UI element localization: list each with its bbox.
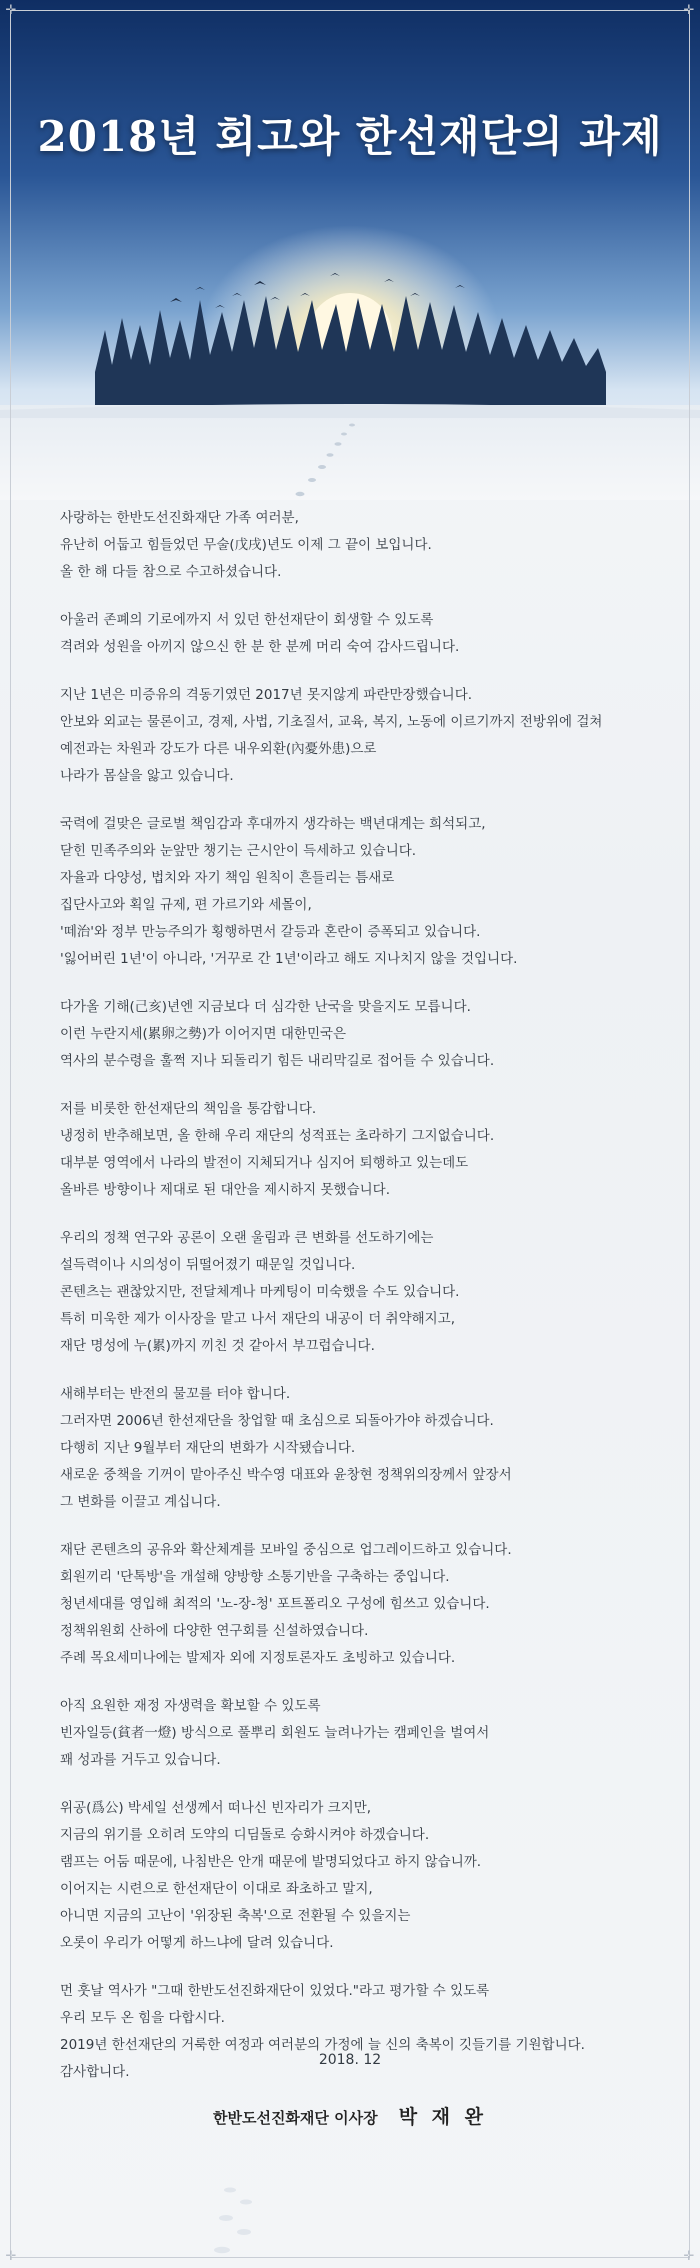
corner-ornament-icon: ✛ bbox=[683, 2249, 695, 2264]
letter-line: 격려와 성원을 아끼지 않으신 한 분 한 분께 머리 숙여 감사드립니다. bbox=[60, 639, 460, 655]
letter-line: 2019년 한선재단의 거룩한 여정과 여러분의 가정에 늘 신의 축복이 깃들기를 기원합니다. bbox=[60, 2037, 585, 2053]
letter-line: 저를 비롯한 한선재단의 책임을 통감합니다. bbox=[60, 1101, 317, 1117]
letter-line: 자율과 다양성, 법치와 자기 책임 원칙이 흔들리는 틈새로 bbox=[60, 870, 395, 886]
corner-ornament-icon: ✛ bbox=[683, 3, 695, 18]
letter-line: 설득력이나 시의성이 뒤떨어졌기 때문일 것입니다. bbox=[60, 1257, 356, 1273]
letter-line: 다가올 기해(己亥)년엔 지금보다 더 심각한 난국을 맞을지도 모릅니다. bbox=[60, 999, 471, 1015]
letter-line: 재단 콘텐츠의 공유와 확산체계를 모바일 중심으로 업그레이드하고 있습니다. bbox=[60, 1542, 512, 1558]
letter-line: 나라가 몸살을 앓고 있습니다. bbox=[60, 768, 234, 784]
letter-line: 회원끼리 '단톡방'을 개설해 양방향 소통기반을 구축하는 중입니다. bbox=[60, 1569, 450, 1585]
signature-organization: 한반도선진화재단 이사장 bbox=[212, 2109, 378, 2127]
letter-line: 우리의 정책 연구와 공론이 오랜 울림과 큰 변화를 선도하기에는 bbox=[60, 1230, 434, 1246]
letter-line: 안보와 외교는 물론이고, 경제, 사법, 기초질서, 교육, 복지, 노동에 이르기까지 전방위에 걸쳐 bbox=[60, 714, 603, 730]
letter-line: 역사의 분수령을 훌쩍 지나 되돌리기 힘든 내리막길로 접어들 수 있습니다. bbox=[60, 1053, 495, 1069]
letter-line: 냉정히 반추해보면, 올 한해 우리 재단의 성적표는 초라하기 그지없습니다. bbox=[60, 1128, 495, 1144]
letter-line: 아니면 지금의 고난이 '위장된 축복'으로 전환될 수 있을지는 bbox=[60, 1908, 411, 1924]
letter-line: 올바른 방향이나 제대로 된 대안을 제시하지 못했습니다. bbox=[60, 1182, 390, 1198]
letter-paragraph bbox=[60, 682, 660, 790]
letter-paragraph bbox=[60, 607, 660, 661]
letter-line: 집단사고와 획일 규제, 편 가르기와 세몰이, bbox=[60, 897, 312, 913]
letter-line: 빈자일등(貧者一燈) 방식으로 풀뿌리 회원도 늘려나가는 캠페인을 벌여서 bbox=[60, 1725, 490, 1741]
letter-line: 정책위원회 산하에 다양한 연구회를 신설하였습니다. bbox=[60, 1623, 369, 1639]
letter-line: 예전과는 차원과 강도가 다른 내우외환(內憂外患)으로 bbox=[60, 741, 377, 757]
letter-line: 재단 명성에 누(累)까지 끼친 것 같아서 부끄럽습니다. bbox=[60, 1338, 375, 1354]
letter-line: 꽤 성과를 거두고 있습니다. bbox=[60, 1752, 221, 1768]
letter-line: 오롯이 우리가 어떻게 하느냐에 달려 있습니다. bbox=[60, 1935, 334, 1951]
footprints-bottom bbox=[0, 2150, 700, 2268]
letter-line: '잃어버린 1년'이 아니라, '거꾸로 간 1년'이라고 해도 지나치지 않을 것입니다. bbox=[60, 951, 518, 967]
letter-paragraph bbox=[60, 1537, 660, 1672]
corner-ornament-icon: ✛ bbox=[5, 3, 17, 18]
letter-paragraph bbox=[60, 1795, 660, 1957]
letter-line: 이어지는 시련으로 한선재단이 이대로 좌초하고 말지, bbox=[60, 1881, 373, 1897]
signature-name: 박 재 완 bbox=[398, 2106, 487, 2128]
letter-paragraph bbox=[60, 811, 660, 973]
letter-line: 사랑하는 한반도선진화재단 가족 여러분, bbox=[60, 510, 299, 526]
letter-line: 올 한 해 다들 참으로 수고하셨습니다. bbox=[60, 564, 282, 580]
page-title: 2018년 회고와 한선재단의 과제 bbox=[37, 112, 663, 161]
letter-line: 닫힌 민족주의와 눈앞만 챙기는 근시안이 득세하고 있습니다. bbox=[60, 843, 417, 859]
letter-line: 감사합니다. bbox=[60, 2064, 130, 2080]
letter-line: 램프는 어둠 때문에, 나침반은 안개 때문에 발명되었다고 하지 않습니까. bbox=[60, 1854, 482, 1870]
letter-line: '떼治'와 정부 만능주의가 횡행하면서 갈등과 혼란이 증폭되고 있습니다. bbox=[60, 924, 481, 940]
letter-paragraph bbox=[60, 1096, 660, 1204]
letter-paragraph bbox=[60, 505, 660, 586]
letter-line: 대부분 영역에서 나라의 발전이 지체되거나 심지어 퇴행하고 있는데도 bbox=[60, 1155, 469, 1171]
letter-line: 위공(爲公) 박세일 선생께서 떠나신 빈자리가 크지만, bbox=[60, 1800, 372, 1816]
winter-landscape-illustration bbox=[0, 0, 700, 500]
letter-line: 청년세대를 영입해 최적의 '노-장-청' 포트폴리오 구성에 힘쓰고 있습니다. bbox=[60, 1596, 490, 1612]
letter-line: 그러자면 2006년 한선재단을 창업할 때 초심으로 되돌아가야 하겠습니다. bbox=[60, 1413, 494, 1429]
letter-line: 먼 훗날 역사가 "그때 한반도선진화재단이 있었다."라고 평가할 수 있도록 bbox=[60, 1983, 490, 1999]
letter-line: 콘텐츠는 괜찮았지만, 전달체계나 마케팅이 미숙했을 수도 있습니다. bbox=[60, 1284, 460, 1300]
letter-line: 새로운 중책을 기꺼이 맡아주신 박수영 대표와 윤창현 정책위의장께서 앞장서 bbox=[60, 1467, 512, 1483]
letter-line: 그 변화를 이끌고 계십니다. bbox=[60, 1494, 221, 1510]
snowfield bbox=[0, 405, 700, 500]
letter-line: 아직 요원한 재정 자생력을 확보할 수 있도록 bbox=[60, 1698, 321, 1714]
letter-paragraph bbox=[60, 1693, 660, 1774]
letter-line: 우리 모두 온 힘을 다합시다. bbox=[60, 2010, 225, 2026]
letter-line: 다행히 지난 9월부터 재단의 변화가 시작됐습니다. bbox=[60, 1440, 356, 1456]
letter-line: 지난 1년은 미증유의 격동기였던 2017년 못지않게 파란만장했습니다. bbox=[60, 687, 473, 703]
letter-date: 2018. 12 bbox=[318, 2052, 382, 2068]
letter-line: 이런 누란지세(累卵之勢)가 이어지면 대한민국은 bbox=[60, 1026, 347, 1042]
letter-line: 국력에 걸맞은 글로벌 책임감과 후대까지 생각하는 백년대계는 희석되고, bbox=[60, 816, 486, 832]
letter-line: 특히 미욱한 제가 이사장을 맡고 나서 재단의 내공이 더 취약해지고, bbox=[60, 1311, 456, 1327]
letter-line: 새해부터는 반전의 물꼬를 터야 합니다. bbox=[60, 1386, 291, 1402]
letter-body bbox=[60, 505, 660, 2107]
letter-line: 유난히 어둡고 힘들었던 무술(戊戌)년도 이제 그 끝이 보입니다. bbox=[60, 537, 432, 553]
corner-ornament-icon: ✛ bbox=[5, 2249, 17, 2264]
letter-line: 지금의 위기를 오히려 도약의 디딤돌로 승화시켜야 하겠습니다. bbox=[60, 1827, 430, 1843]
letter-paragraph bbox=[60, 1381, 660, 1516]
letter-line: 주례 목요세미나에는 발제자 외에 지정토론자도 초빙하고 있습니다. bbox=[60, 1650, 456, 1666]
signature-block bbox=[0, 2102, 700, 2129]
letter-paragraph bbox=[60, 994, 660, 1075]
letter-paragraph bbox=[60, 1978, 660, 2086]
letter-line: 아울러 존폐의 기로에까지 서 있던 한선재단이 회생할 수 있도록 bbox=[60, 612, 434, 628]
letter-paragraph bbox=[60, 1225, 660, 1360]
